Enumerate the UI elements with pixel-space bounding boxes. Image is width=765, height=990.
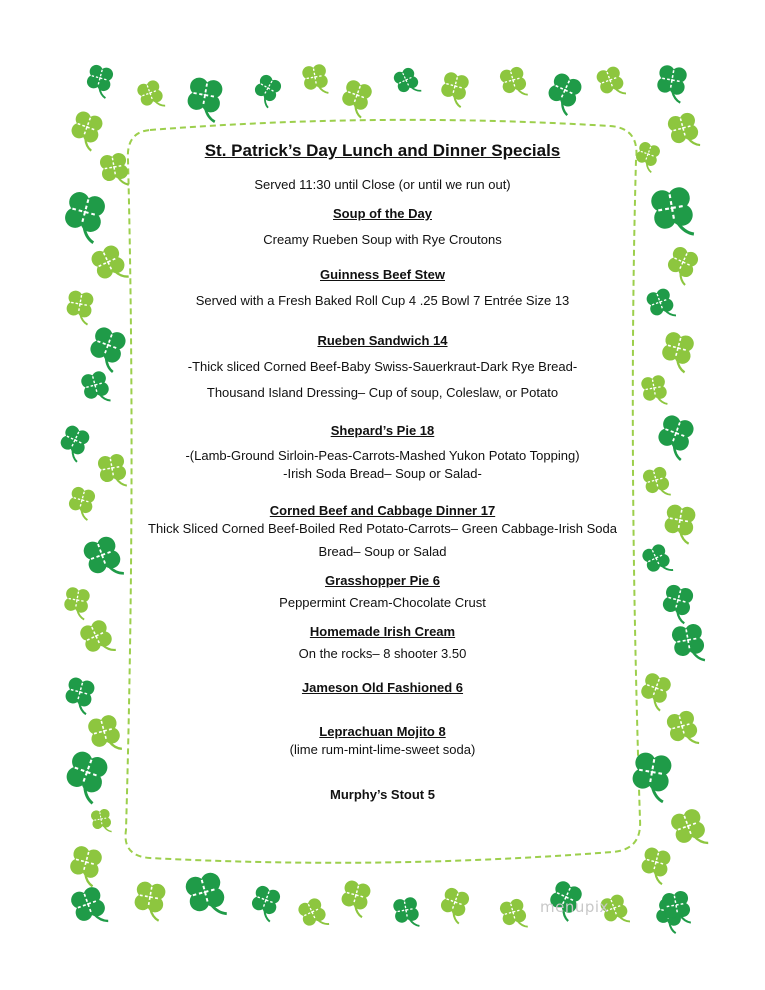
section-line: Thick Sliced Corned Beef-Boiled Red Potato-Carrots– Green Cabbage-Irish Soda xyxy=(148,521,617,536)
section-heading-stew: Guinness Beef Stew xyxy=(320,267,445,282)
section-heading-grasshopper-pie: Grasshopper Pie 6 xyxy=(325,573,440,588)
section-line: -(Lamb-Ground Sirloin-Peas-Carrots-Mashed Yukon Potato Topping) xyxy=(185,448,580,463)
section-line: (lime rum-mint-lime-sweet soda) xyxy=(289,742,476,757)
menu-title: St. Patrick’s Day Lunch and Dinner Specials xyxy=(204,141,561,160)
section-line: -Irish Soda Bread– Soup or Salad- xyxy=(283,466,482,481)
section-line: -Thick sliced Corned Beef-Baby Swiss-Sauerkraut-Dark Rye Bread- xyxy=(187,359,578,374)
section-line: Creamy Rueben Soup with Rye Croutons xyxy=(263,232,502,247)
section-line: On the rocks– 8 shooter 3.50 xyxy=(298,646,467,661)
section-line: Bread– Soup or Salad xyxy=(318,544,447,559)
section-heading-soup: Soup of the Day xyxy=(333,206,432,221)
watermark-text: menupix xyxy=(540,898,609,916)
section-line: Thousand Island Dressing– Cup of soup, Coleslaw, or Potato xyxy=(206,385,559,400)
section-heading-rueben: Rueben Sandwich 14 xyxy=(317,333,448,348)
section-heading-irish-cream: Homemade Irish Cream xyxy=(309,624,456,639)
section-heading-jameson: Jameson Old Fashioned 6 xyxy=(301,680,464,695)
section-heading-corned-beef: Corned Beef and Cabbage Dinner 17 xyxy=(269,503,496,518)
served-note: Served 11:30 until Close (or until we run out) xyxy=(254,177,511,192)
section-heading-stout: Murphy’s Stout 5 xyxy=(330,787,435,802)
section-line: Served with a Fresh Baked Roll Cup 4 .25 Bowl 7 Entrée Size 13 xyxy=(195,293,570,308)
section-heading-shepards-pie: Shepard’s Pie 18 xyxy=(330,423,435,438)
section-line: Peppermint Cream-Chocolate Crust xyxy=(279,595,486,610)
section-heading-mojito: Leprachuan Mojito 8 xyxy=(319,724,446,739)
